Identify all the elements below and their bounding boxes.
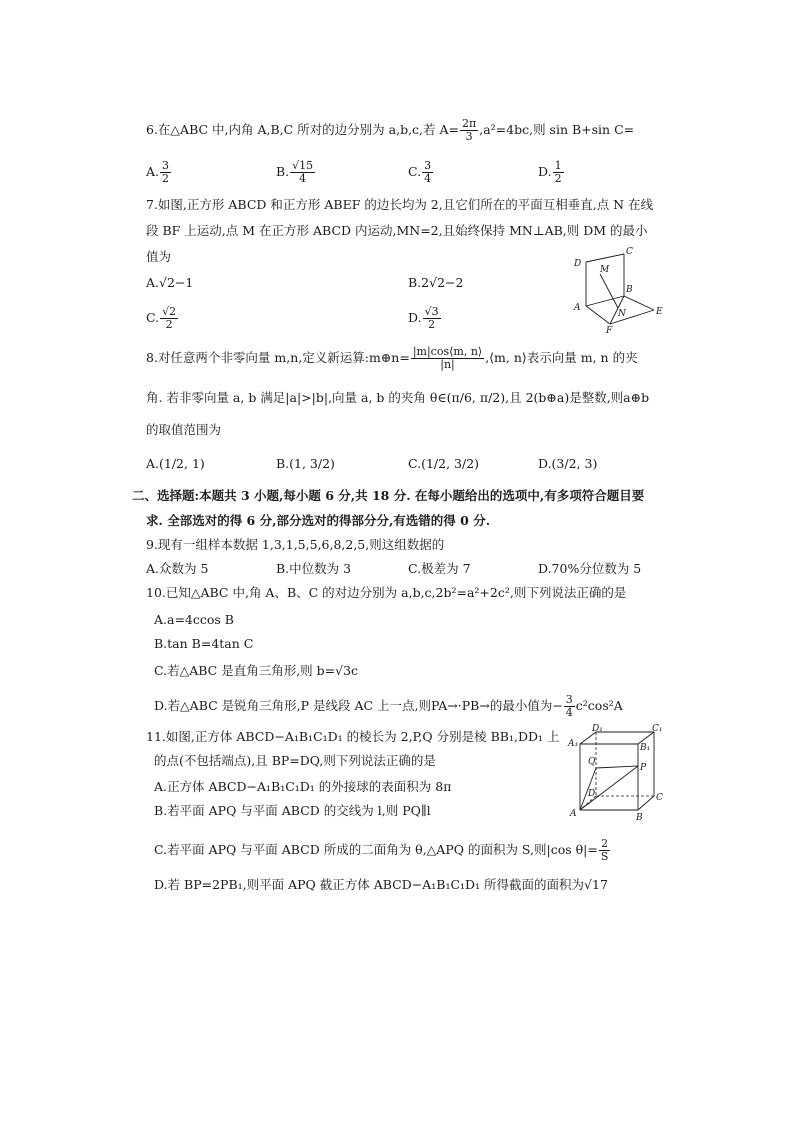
q11-option-d: D.若 BP=2PB₁,则平面 APQ 截正方体 ABCD−A₁B₁C₁D₁ 所得截面的面积为√17 [154,877,608,892]
q8-option-a: A.(1/2, 1) [146,456,205,471]
q8-angle-interval: (π/6, π/2) [446,390,506,405]
q11-fig-label-b: B [636,813,643,823]
q10-option-d-part2: c²cos²A [575,698,623,713]
q6-option-b-label: B. [276,164,290,179]
section2-line1: 二、选择题:本题共 3 小题,每小题 6 分,共 18 分. 在每小题给出的选项中,有多项符合题目要 [132,488,645,503]
q8-operation-num: |m|cos⟨m, n⟩ [412,345,483,358]
q11-fig-label-a: A [570,809,577,819]
q6-stem-part1: 6.在△ABC 中,内角 A,B,C 所对的边分别为 a,b,c,若 A= [146,122,459,137]
q7-option-a: A.√2−1 [146,275,194,290]
q8-option-d: D.(3/2, 3) [538,456,598,471]
q6-option-c [408,160,434,185]
q11-fig-label-b1: B₁ [640,743,651,753]
q11-line1: 11.如图,正方体 ABCD−A₁B₁C₁D₁ 的棱长为 2,P,Q 分别是棱 BB₁,DD₁ 上 [146,729,560,744]
q10-option-a: A.a=4ccos B [154,612,234,627]
q8-line1-part2: ,⟨m, n⟩表示向量 m, n 的夹 [485,350,638,365]
q10-stem: 10.已知△ABC 中,角 A、B、C 的对边分别为 a,b,c,2b²=a²+2c²,则下列说法正确的是 [146,585,627,600]
q10-option-d-num: 3 [565,693,573,706]
q6-option-d [538,160,565,185]
q8-line1 [146,346,638,371]
q7-fig-label-m: M [600,265,610,275]
q6-angle-fraction [460,118,478,143]
q6-option-b [276,160,316,185]
q11-fig-label-c1: C₁ [652,724,663,734]
q8-operation-den: |n| [440,358,455,371]
q7-fig-label-n: N [618,309,626,319]
q8-operation-fraction [411,346,484,371]
q11-fig-label-q: Q [588,757,596,767]
q11-fig-label-p: P [640,763,647,773]
q6-option-c-den: 4 [424,172,432,185]
q7-line3: 值为 [146,249,172,264]
q11-option-b: B.若平面 APQ 与平面 ABCD 的交线为 l,则 PQ∥l [154,803,431,818]
q7-option-d-label: D. [408,310,422,325]
q7-option-c-den: 2 [165,318,173,331]
q8-line2-part1: 角. 若非零向量 a, b 满足|a|>|b|,向量 a, b 的夹角 θ∈ [146,390,447,405]
q10-option-b: B.tan B=4tan C [154,636,254,651]
q7-fig-label-d: D [574,259,582,269]
q7-option-c-label: C. [146,310,160,325]
q6-option-a-num: 3 [162,159,170,172]
q8-line2 [146,389,649,407]
q10-option-d-den: 4 [565,706,573,719]
q8-line1-part1: 8.对任意两个非零向量 m,n,定义新运算:m⊕n= [146,350,410,365]
q7-line2: 段 BF 上运动,点 M 在正方形 ABCD 内运动,MN=2,且始终保持 MN⊥AB,则 DM 的最小 [146,223,648,238]
q9-stem: 9.现有一组样本数据 1,3,1,5,5,6,8,2,5,则这组数据的 [146,537,445,552]
q8-line3: 的取值范围为 [146,422,222,437]
q8-option-b: B.(1, 3/2) [276,456,335,471]
q10-option-c: C.若△ABC 是直角三角形,则 b=√3c [154,663,359,678]
q6-option-a-den: 2 [162,172,170,185]
q9-option-a: A.众数为 5 [146,561,209,576]
q6-option-c-label: C. [408,164,422,179]
section2-line2: 求. 全部选对的得 6 分,部分选对的得部分分,有选错的得 0 分. [146,513,491,528]
q6-option-a-label: A. [146,164,160,179]
q10-option-d [154,694,623,719]
q11-cube-figure [566,724,666,824]
q7-line1: 7.如图,正方形 ABCD 和正方形 ABEF 的边长均为 2,且它们所在的平面互相垂直,点 N 在线 [146,197,654,212]
q6-stem-part2: ,a²=4bc,则 sin B+sin C= [479,122,635,137]
q11-option-c [154,838,611,863]
q9-option-c: C.极差为 7 [408,561,471,576]
q6-stem [146,118,634,143]
q6-option-b-num: √15 [292,159,314,172]
q6-option-d-label: D. [538,164,552,179]
q7-option-d-num: √3 [424,305,439,318]
q7-fig-label-f: F [606,326,613,334]
q7-fig-label-a: A [574,303,581,313]
q11-option-a: A.正方体 ABCD−A₁B₁C₁D₁ 的外接球的表面积为 8π [154,779,452,794]
q9-option-b: B.中位数为 3 [276,561,352,576]
q6-option-c-num: 3 [424,159,432,172]
q11-option-c-part1: C.若平面 APQ 与平面 ABCD 所成的二面角为 θ,△APQ 的面积为 S,则|cos θ|= [154,842,598,857]
q9-option-d: D.70%分位数为 5 [538,561,642,576]
q7-fig-label-e: E [656,307,663,317]
q7-fig-label-c: C [626,247,633,257]
q7-fig-label-b: B [626,285,633,295]
q7-option-b: B.2√2−2 [408,275,464,290]
q11-line2: 的点(不包括端点),且 BP=DQ,则下列说法正确的是 [154,753,436,768]
q11-fig-label-d1: D₁ [592,724,603,734]
q7-option-c [146,306,179,331]
q6-angle-num: 2π [462,117,477,130]
q7-option-c-num: √2 [162,305,177,318]
q6-option-a [146,160,172,185]
q11-fig-label-d: D [588,789,596,799]
q11-fig-label-a1: A₁ [568,739,579,749]
q11-fig-label-c: C [656,793,663,803]
q8-line2-part2: ,且 2(b⊕a)是整数,则a⊕b [505,390,650,405]
q10-option-d-part1: D.若△ABC 是锐角三角形,P 是线段 AC 上一点,则PA→·PB→的最小值为− [154,698,563,713]
q6-angle-den: 3 [465,130,473,143]
q11-option-c-den: S [600,850,609,863]
q7-option-d-den: 2 [428,318,436,331]
q8-option-c: C.(1/2, 3/2) [408,456,480,471]
q7-option-d [408,306,442,331]
q6-option-d-num: 1 [554,159,562,172]
q7-figure [566,244,672,334]
q6-option-b-den: 4 [299,172,307,185]
q6-option-d-den: 2 [554,172,562,185]
q11-option-c-num: 2 [599,838,611,851]
